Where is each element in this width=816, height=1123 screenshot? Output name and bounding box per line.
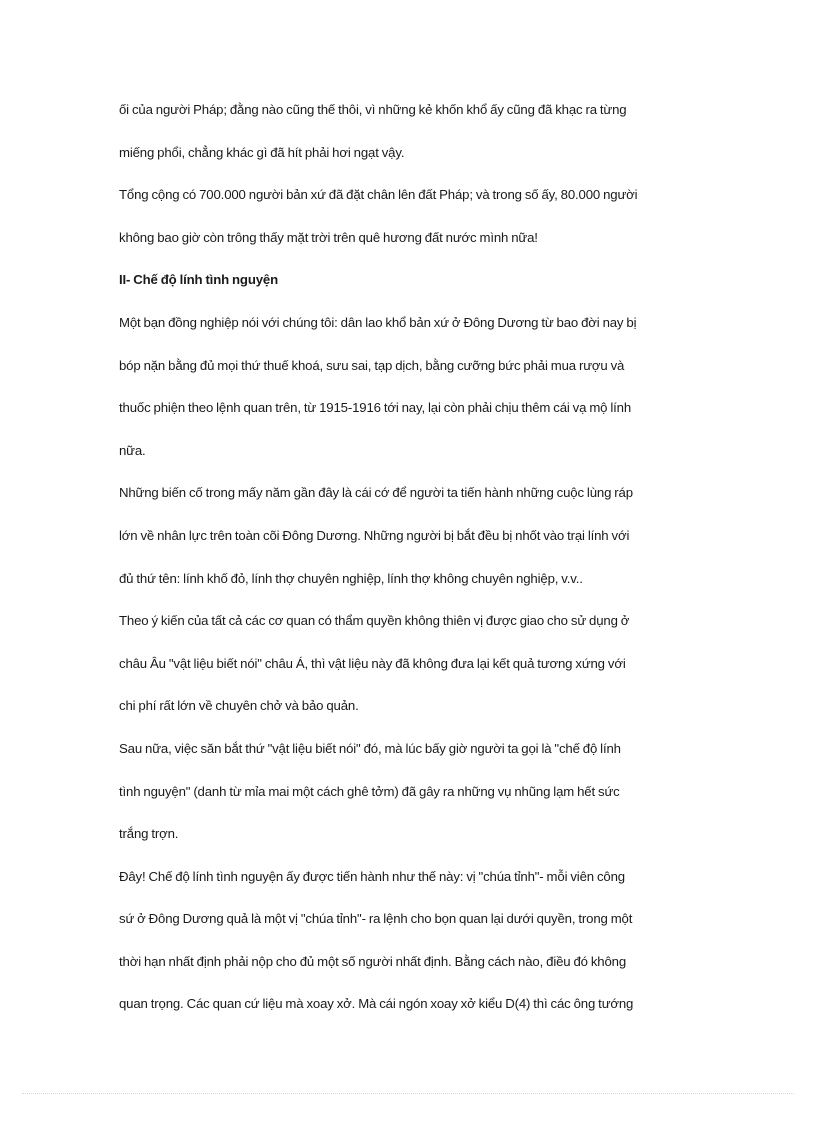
text-line-13: Theo ý kiến của tất cả các cơ quan có thẩm quyền không thiên vị được giao cho sử dụng ở (119, 613, 630, 629)
text-line-21: thời hạn nhất định phải nộp cho đủ một số người nhất định. Bằng cách nào, điều đó không (119, 953, 627, 969)
text-line-6: Một bạn đồng nghiệp nói với chúng tôi: dân lao khổ bản xứ ở Đông Dương từ bao đời nay bị (119, 314, 637, 330)
page-bottom-divider (22, 1093, 794, 1094)
text-line-10: Những biến cố trong mấy năm gần đây là cái cớ để người ta tiến hành những cuộc lùng ráp (119, 485, 633, 501)
text-line-1: ối của người Pháp; đằng nào cũng thế thôi, vì những kẻ khốn khổ ấy cũng đã khạc ra từng (119, 102, 627, 117)
text-line-9: nữa. (119, 442, 146, 458)
text-line-19: Đây! Chế độ lính tình nguyện ấy được tiến hành như thế này: vị "chúa tỉnh"- mỗi viên công (119, 868, 625, 884)
text-line-16: Sau nữa, việc săn bắt thứ "vật liệu biết nói" đó, mà lúc bấy giờ người ta gọi là "chế độ lính (119, 740, 621, 756)
text-line-3: Tổng cộng có 700.000 người bản xứ đã đặt chân lên đất Pháp; và trong số ấy, 80.000 người (119, 187, 638, 203)
text-line-4: không bao giờ còn trông thấy mặt trời trên quê hương đất nước mình nữa! (119, 229, 538, 245)
section-heading: II- Chế độ lính tình nguyện (119, 272, 279, 288)
text-line-18: trắng trợn. (119, 826, 179, 842)
text-line-22: quan trọng. Các quan cứ liệu mà xoay xở. Mà cái ngón xoay xở kiểu D(4) thì các ông tướng (119, 996, 634, 1012)
text-line-12: đủ thứ tên: lính khố đỏ, lính thợ chuyên nghiệp, lính thợ không chuyên nghiệp, v.v.. (119, 570, 583, 586)
text-line-11: lớn về nhân lực trên toàn cõi Đông Dương. Những người bị bắt đều bị nhốt vào trại lính với (119, 527, 630, 543)
document-body (119, 99, 704, 1036)
text-line-8: thuốc phiện theo lệnh quan trên, từ 1915-1916 tới nay, lại còn phải chịu thêm cái vạ mộ lính (119, 400, 632, 416)
text-line-20: sứ ở Đông Dương quả là một vị "chúa tỉnh"- ra lệnh cho bọn quan lại dưới quyền, trong một (119, 911, 633, 927)
text-line-7: bóp nặn bằng đủ mọi thứ thuế khoá, sưu sai, tạp dịch, bằng cưỡng bức phải mua rượu và (119, 357, 625, 373)
text-line-2: miếng phổi, chẳng khác gì đã hít phải hơi ngạt vậy. (119, 144, 405, 160)
text-line-15: chi phí rất lớn về chuyên chở và bảo quản. (119, 698, 359, 714)
text-line-17: tình nguyện" (danh từ mỉa mai một cách ghê tởm) đã gây ra những vụ nhũng lạm hết sức (119, 783, 620, 799)
text-line-14: châu Âu "vật liệu biết nói" châu Á, thì vật liệu này đã không đưa lại kết quả tương xứng với (119, 655, 626, 671)
